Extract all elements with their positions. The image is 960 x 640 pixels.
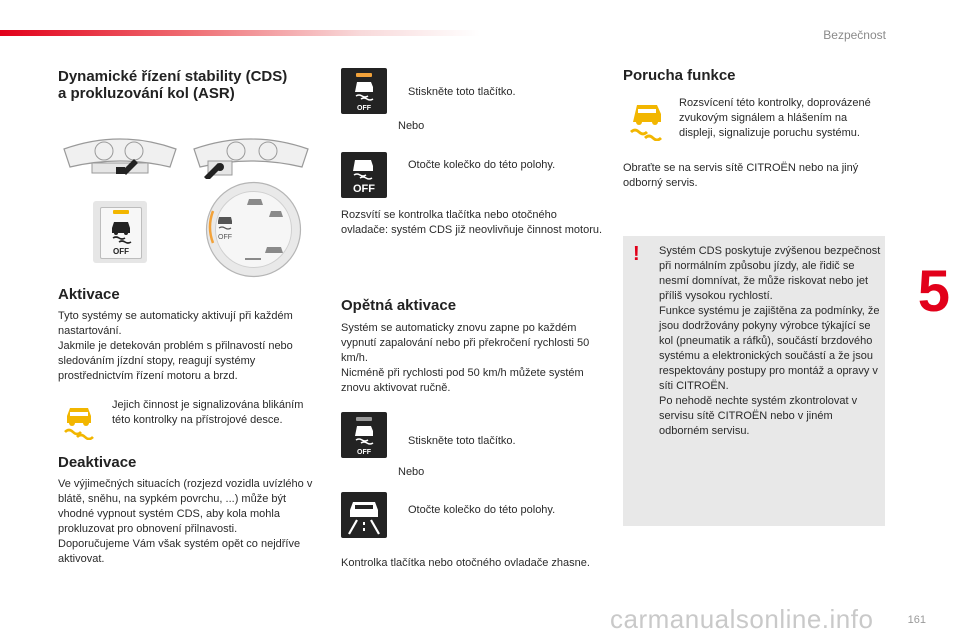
service-text: Obraťte se na servis sítě CITROËN nebo na jiný odborný servis. [623, 162, 859, 189]
svg-text:OFF: OFF [357, 105, 371, 112]
svg-text:OFF: OFF [353, 183, 375, 195]
deaktivace-text: Ve výjimečných situacích (rozjezd vozidla uvízlého v blátě, sněhu, na sypkém povrchu, ...) může být vhodné vypnout systém CDS, aby kola mohla prokluzovat pro obnovení přilnavosti. Doporučujeme Vám však systém opět co nejdříve aktivovat. [58, 478, 313, 565]
skid-car-off-icon [101, 208, 141, 258]
blink-text: Jejich činnost je signalizována blikáním této kontrolky na přístrojové desce. [112, 399, 304, 426]
cds-button-off-state [341, 68, 387, 114]
page-title: Dynamické řízení stability (CDS) a prokluzování kol (ASR) [58, 68, 288, 102]
step-press-button [400, 431, 516, 449]
cds-button-on-state [341, 412, 387, 458]
header-accent-bar [0, 30, 480, 36]
skid-car-off-icon [341, 412, 387, 458]
deaktivace-heading: Deaktivace [58, 454, 137, 471]
opetna-aktivace-text: Systém se automaticky znovu zapne po každém vypnutí zapalování nebo při překročení rychlosti 50 km/h. Nicméně při rychlosti pod 50 km/h můžete systém znovu aktivovat ručně. [341, 322, 590, 394]
step-turn-knob [400, 500, 555, 518]
chapter-number: 5 [917, 259, 950, 324]
svg-text:OFF: OFF [357, 449, 371, 456]
rotary-knob-illustration [205, 181, 302, 278]
svg-text:OFF: OFF [218, 234, 232, 241]
skid-car-icon [62, 404, 96, 440]
step-text: Otočte kolečko do této polohy. [408, 504, 556, 516]
page-number: 161 [907, 614, 926, 626]
safety-note-text: Systém CDS poskytuje zvýšenou bezpečnost při normálním způsobu jízdy, ale řidič se nesmí domnívat, že může riskovat nebo jet příliš vysokou rychlostí. Funkce systému je zajištěna za podmínky, že jsou dodržovány pokyny výrobce týkající se kol (pneumatik a ráfků), součástí brzdového systému a elektronických součástí a že jsou respektovány postupy pro montáž a opravy v síti CITROËN. Po nehodě nechte systém zkontrolovat v servisu sítě CITROËN nebo v jiném odborném servisu. [659, 245, 881, 437]
section-title: Bezpečnost [823, 28, 886, 42]
or-label: Nebo [398, 120, 425, 132]
skid-car-off-icon [341, 68, 387, 114]
cds-off-button-illustration [93, 201, 147, 263]
step-text: Stiskněte toto tlačítko. [408, 86, 516, 98]
opetna-aktivace-heading: Opětná aktivace [341, 297, 457, 314]
watermark: carmanualsonline.info [610, 604, 874, 634]
svg-text:OFF: OFF [113, 247, 129, 256]
reactivation-result-text: Kontrolka tlačítka nebo otočného ovladače zhasne. [341, 557, 590, 569]
step-text: Stiskněte toto tlačítko. [408, 435, 516, 447]
lane-car-icon [341, 492, 387, 538]
dashboard-right-illustration [190, 127, 312, 179]
deactivation-result-text: Rozsvítí se kontrolka tlačítka nebo otočného ovladače: systém CDS již neovlivňuje činnost motoru. [341, 209, 603, 236]
porucha-heading: Porucha funkce [623, 67, 736, 84]
step-text: Otočte kolečko do této polohy. [408, 159, 556, 171]
step-press-button [400, 82, 516, 100]
skid-car-off-icon [341, 152, 387, 198]
aktivace-heading: Aktivace [58, 286, 120, 303]
cds-knob-on-position [341, 492, 387, 538]
aktivace-text: Tyto systémy se automaticky aktivují při každém nastartování. Jakmile je detekován problém s přilnavostí nebo sledováním jízdní stopy, reagují systémy prostřednictvím řízení motoru a brzd. [58, 310, 293, 382]
skid-car-icon [627, 101, 667, 141]
warning-exclamation-icon: ! [633, 243, 640, 265]
dashboard-left-illustration [62, 127, 178, 179]
cds-knob-off-position [341, 152, 387, 198]
warning-light-text: Rozsvícení této kontrolky, doprovázené zvukovým signálem a hlášením na displeji, signalizuje poruchu systému. [679, 97, 871, 139]
or-label: Nebo [398, 466, 425, 478]
step-turn-knob [400, 155, 555, 173]
